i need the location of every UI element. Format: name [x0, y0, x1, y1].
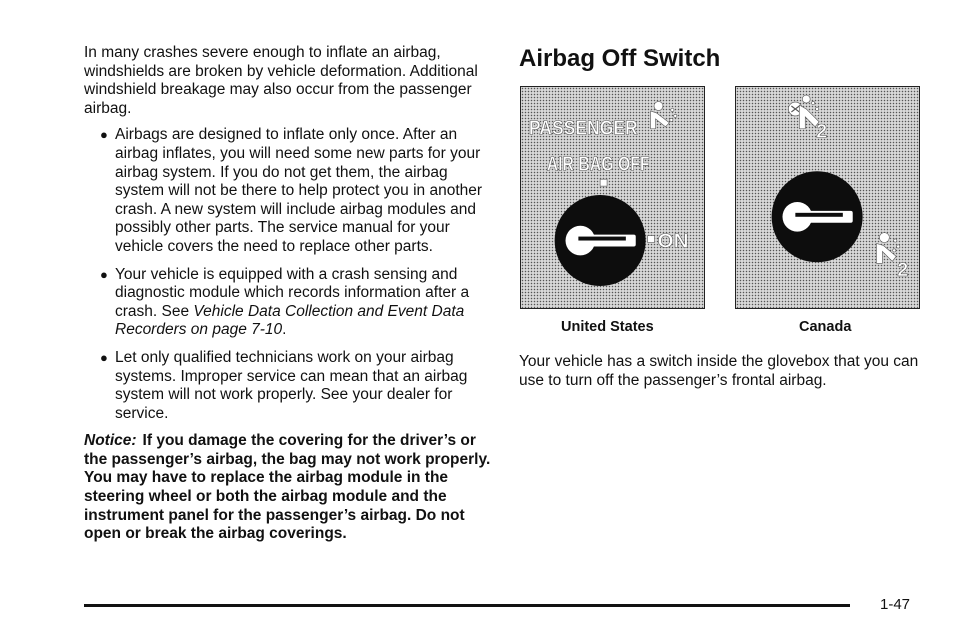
bullet-text: Your vehicle is equipped with a crash sensing and diagnostic module which records information after a crash. See [115, 265, 470, 320]
passenger-off-icon [788, 95, 819, 129]
canada-switch-drawing [736, 87, 919, 308]
us-label-passenger: PASSENGER [528, 116, 638, 140]
canada-digit-bottom: 2 [897, 259, 909, 282]
us-switch-drawing [521, 87, 704, 308]
canada-digit-top: 2 [816, 120, 828, 143]
on-indicator-icon [648, 236, 655, 243]
us-label-on: ON [657, 229, 689, 253]
left-column [84, 44, 494, 544]
bullet-text: Let only qualified technicians work on your airbag systems. Improper service can mean that an airbag system will not work properly. See your dealer for service. [115, 348, 468, 422]
key-slot-groove [578, 237, 625, 241]
bullet-icon: ● [100, 127, 108, 143]
bullet-item-inflate-once [84, 126, 494, 256]
page-number: 1-47 [880, 596, 911, 613]
off-indicator-icon [600, 179, 607, 186]
caption-canada: Canada [799, 319, 852, 335]
passenger-seat-icon [651, 102, 677, 129]
notice-paragraph [84, 432, 494, 544]
bullet-icon: ● [100, 349, 108, 365]
us-label-air-bag-off: AIR BAG OFF [546, 152, 650, 176]
bullet-item-technicians [84, 349, 494, 423]
bullet-item-crash-module [84, 266, 494, 340]
switch-figures [519, 86, 929, 336]
intro-paragraph: In many crashes severe enough to inflate an airbag, windshields are broken by vehicle deformation. Additional windshield breakage may also occur from the passenger airbag. [84, 44, 478, 117]
bullet-text-end: . [282, 321, 287, 339]
bullet-icon: ● [100, 266, 108, 282]
footer-divider [84, 604, 850, 607]
key-slot-groove [795, 213, 842, 217]
notice-label: Notice: [84, 432, 137, 450]
bullet-list [84, 126, 494, 423]
section-title: Airbag Off Switch [519, 45, 721, 72]
canada-switch-illustration [735, 86, 920, 309]
right-column [519, 44, 929, 389]
switch-description: Your vehicle has a switch inside the glovebox that you can use to turn off the passenger’s frontal airbag. [519, 353, 919, 389]
bullet-text: Airbags are designed to inflate only once. After an airbag inflates, you will need some new parts for your airbag system. If you do not get them, the airbag system will not be there to help protect you in another crash. A new system will include airbag modules and possibly other parts. The service manual for your vehicle covers the need to replace other parts. [115, 126, 483, 255]
caption-united-states: United States [561, 319, 654, 335]
cross-reference-link[interactable]: Vehicle Data Collection and Event Data Recorders on page 7-10 [115, 302, 465, 339]
us-switch-illustration [520, 86, 705, 309]
notice-text: If you damage the covering for the driver’s or the passenger’s airbag, the bag may not work properly. You may have to replace the airbag module in the steering wheel or both the airbag module and the instrument panel for the passenger’s airbag. Do not open or break the airbag coverings. [84, 432, 491, 543]
